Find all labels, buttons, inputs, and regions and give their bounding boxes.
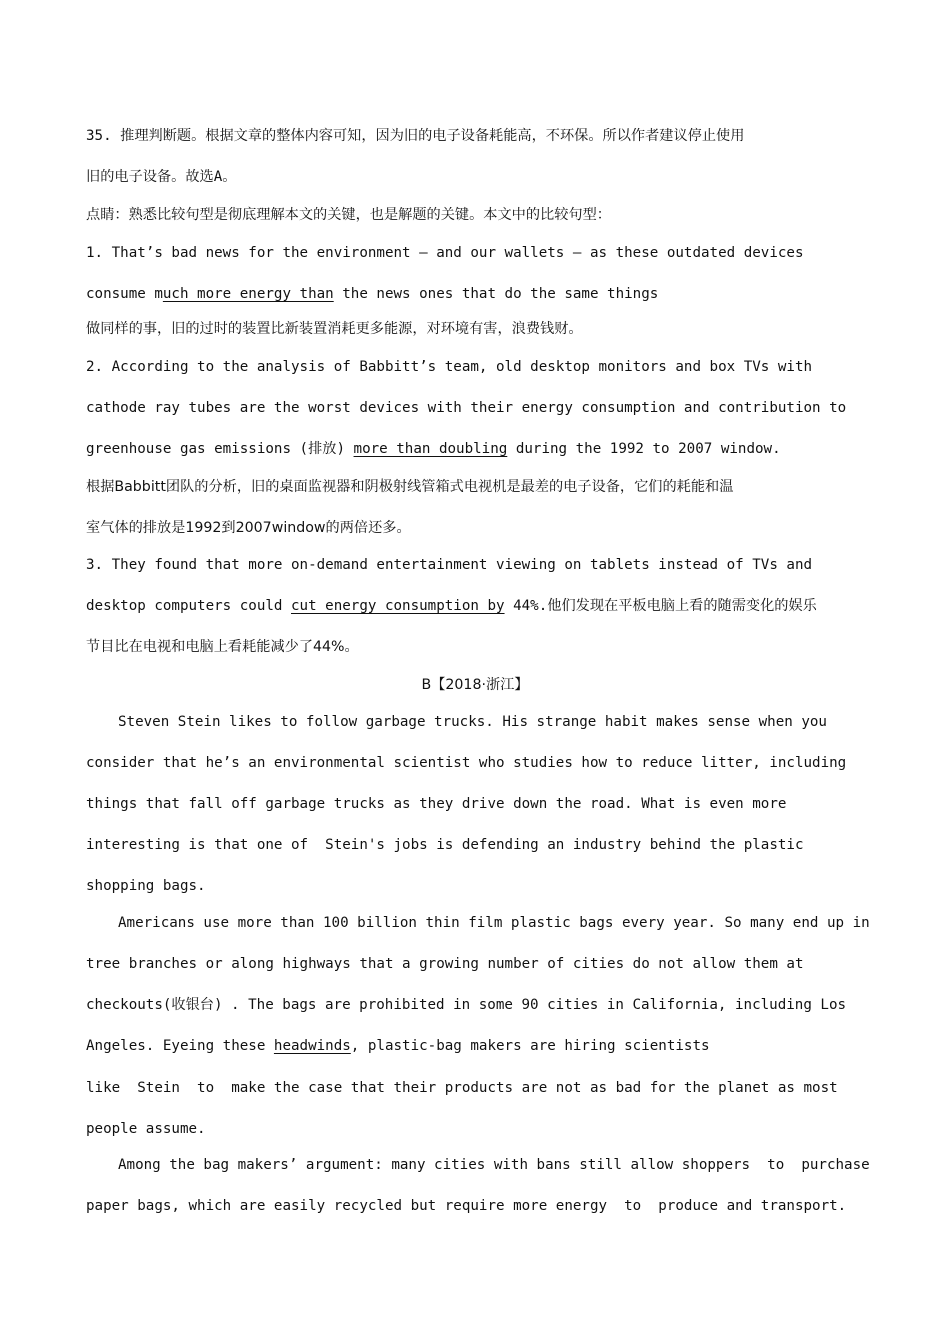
sentence-3-line-1: 3. They found that more on-demand entertainment viewing on tablets instead of TVs and (86, 557, 813, 573)
sentence-2-translation-1: 根据Babbitt团队的分析，旧的桌面监视器和阴极射线管箱式电视机是最差的电子设备，它们的耗能和温 (86, 479, 734, 495)
section-heading: B【2018·浙江】 (421, 677, 529, 693)
sentence-2-line-2: cathode ray tubes are the worst devices with their energy consumption and contribution to (86, 400, 847, 416)
paragraph-2-line-1: Americans use more than 100 billion thin film plastic bags every year. So many end up in (118, 915, 870, 931)
paragraph-1-line-1: Steven Stein likes to follow garbage trucks. His strange habit makes sense when you (118, 714, 827, 730)
paragraph-1-line-5: shopping bags. (86, 878, 206, 894)
sentence-3-text: 44%. (504, 598, 548, 614)
paragraph-2-line-3: checkouts(收银台) . The bags are prohibited in some 90 cities in California, including Los (86, 997, 847, 1013)
paragraph-2-line-2: tree branches or along highways that a growing number of cities do not allow them at (86, 956, 804, 972)
sentence-3-text: desktop computers could (86, 598, 291, 614)
sentence-1-translation: 做同样的事，旧的过时的装置比新装置消耗更多能源，对环境有害，浪费钱财。 (86, 321, 583, 337)
answer-35-line-2: 旧的电子设备。故选A。 (86, 169, 237, 185)
paragraph-2-line-5: like Stein to make the case that their products are not as bad for the planet as most (86, 1080, 838, 1096)
paragraph-2-line-6: people assume. (86, 1121, 206, 1137)
sentence-2-line-3 (86, 439, 781, 459)
sentence-2-text: during the 1992 to 2007 window. (507, 441, 781, 457)
paragraph-3-line-1: Among the bag makers’ argument: many cities with bans still allow shoppers to purchase (118, 1157, 870, 1173)
sentence-1-line-1: 1. That’s bad news for the environment – and our wallets – as these outdated devices (86, 245, 804, 261)
sentence-3-translation-start: 他们发现在平板电脑上看的随需变化的娱乐 (547, 598, 817, 614)
paragraph-1-line-2: consider that he’s an environmental scientist who studies how to reduce litter, including (86, 755, 847, 771)
sentence-3-line-2 (86, 596, 817, 616)
underlined-phrase: cut energy consumption by (291, 598, 505, 614)
paragraph-2-text: Angeles. Eyeing these (86, 1038, 274, 1054)
sentence-1-text: the news ones that do the same things (333, 286, 659, 302)
tip-heading: 点睛：熟悉比较句型是彻底理解本文的关键，也是解题的关键。本文中的比较句型： (86, 207, 611, 223)
paragraph-2-text: , plastic-bag makers are hiring scientists (350, 1038, 710, 1054)
sentence-1-text: consume m (86, 286, 163, 302)
sentence-2-text: greenhouse gas emissions (排放) (86, 441, 354, 457)
answer-35-line-1: 35. 推理判断题。根据文章的整体内容可知，因为旧的电子设备耗能高，不环保。所以作者建议停止使用 (86, 128, 745, 144)
underlined-phrase: uch more energy than (162, 286, 334, 302)
paragraph-1-line-4: interesting is that one of Stein's jobs is defending an industry behind the plastic (86, 837, 804, 853)
sentence-3-translation: 节目比在电视和电脑上看耗能减少了44%。 (86, 639, 359, 655)
underlined-word: headwinds (273, 1038, 351, 1054)
sentence-2-translation-2: 室气体的排放是1992到2007window的两倍还多。 (86, 520, 411, 536)
paragraph-1-line-3: things that fall off garbage trucks as they drive down the road. What is even more (86, 796, 787, 812)
sentence-1-line-2 (86, 284, 658, 304)
underlined-phrase: more than doubling (353, 441, 508, 457)
paragraph-3-line-2: paper bags, which are easily recycled but require more energy to produce and transport. (86, 1198, 847, 1214)
sentence-2-line-1: 2. According to the analysis of Babbitt’s team, old desktop monitors and box TVs with (86, 359, 813, 375)
paragraph-2-line-4 (86, 1036, 710, 1056)
